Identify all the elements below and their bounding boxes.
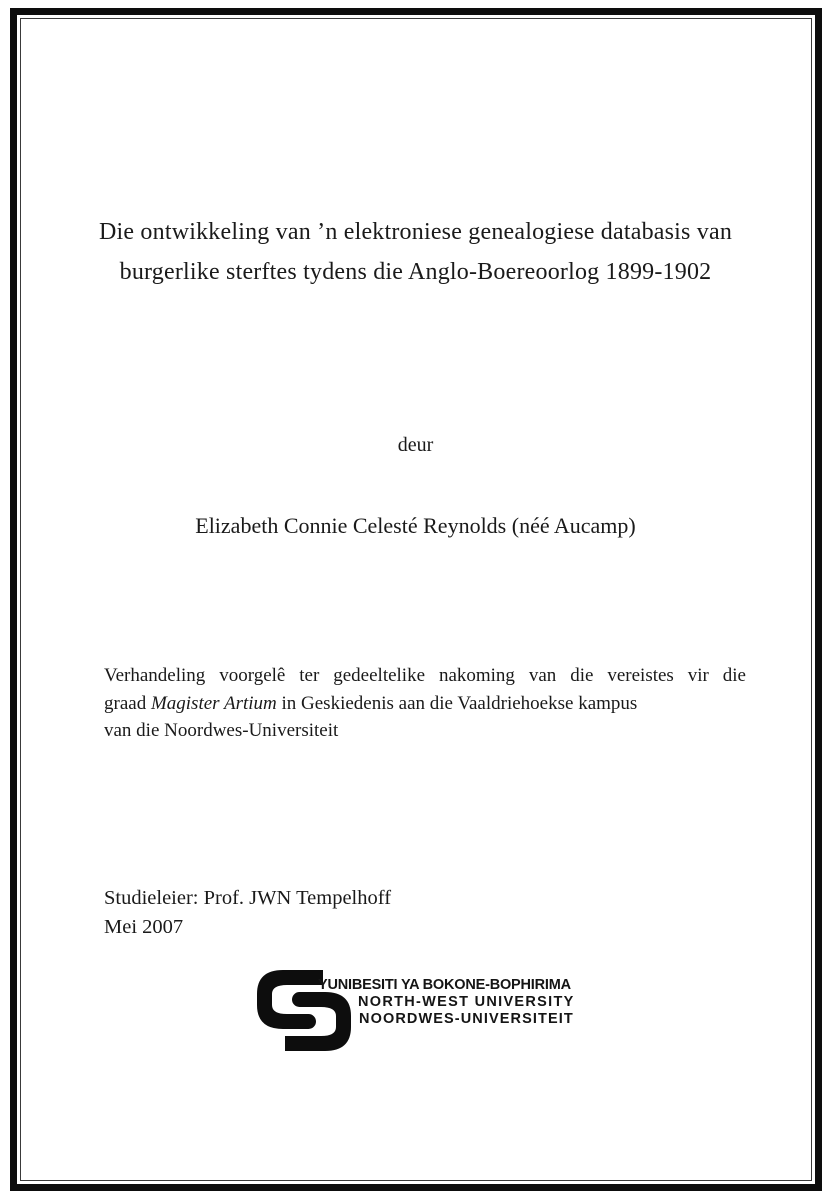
supervisor-line: Studieleier: Prof. JWN Tempelhoff — [104, 887, 392, 909]
byline-label: deur — [397, 434, 434, 456]
author-name: Elizabeth Connie Celesté Reynolds (néé Aucamp) — [195, 513, 636, 538]
thesis-title-line-2: burgerlike sterftes tydens die Anglo-Boereoorlog 1899-1902 — [119, 259, 712, 285]
supervisor-block — [104, 884, 391, 941]
degree-name: Magister Artium — [150, 692, 277, 714]
statement-line-2 — [104, 690, 746, 718]
statement-line-1: Verhandeling voorgelê ter gedeeltelike nakoming van die vereistes vir die — [104, 665, 746, 686]
nwu-logo-text — [318, 977, 575, 1028]
statement-line-3: van die Noordwes-Universiteit — [104, 720, 339, 741]
date-line: Mei 2007 — [104, 915, 184, 938]
statement-line-2-pre: graad — [104, 692, 151, 714]
thesis-title-line-1: Die ontwikkeling van ’n elektroniese genealogiese databasis van — [98, 219, 733, 245]
logo-text-english: NORTH-WEST UNIVERSITY — [358, 994, 575, 1010]
logo-text-setswana: YUNIBESITI YA BOKONE-BOPHIRIMA — [318, 977, 571, 993]
statement-line-2-post: in Geskiedenis aan die Vaaldriehoekse kampus — [276, 692, 638, 714]
thesis-title — [30, 212, 801, 292]
logo-text-afrikaans: NOORDWES-UNIVERSITEIT — [359, 1011, 574, 1027]
degree-statement — [104, 662, 746, 745]
